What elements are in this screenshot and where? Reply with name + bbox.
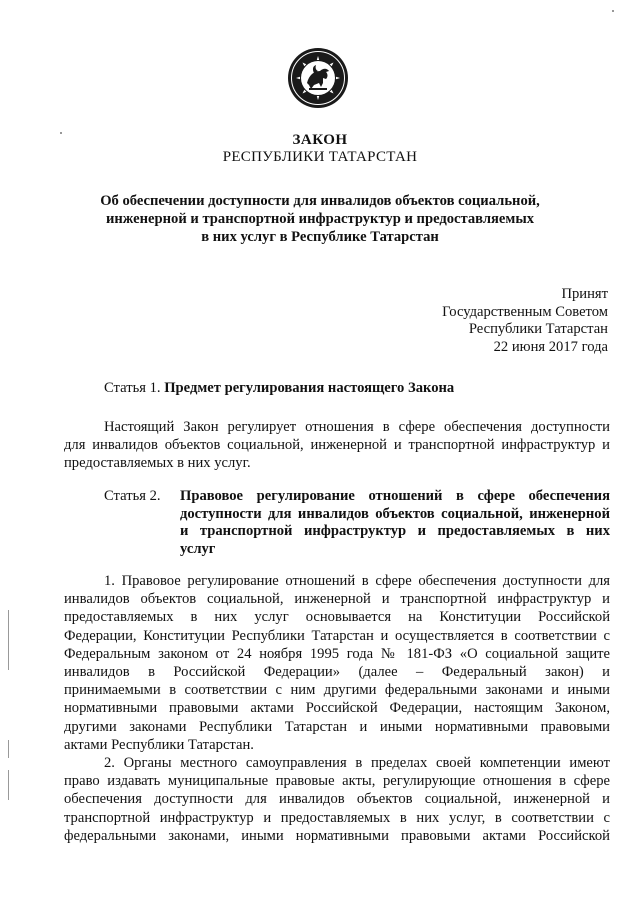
text-line: Федеральным законом от 24 ноября 1995 года № 181-ФЗ «О социальной защите (64, 645, 610, 662)
adoption-date: 22 июня 2017 года (493, 338, 608, 355)
article-2-title (180, 488, 610, 558)
text-line: другими законами Республики Татарстан и иными нормативными правовыми (64, 718, 610, 735)
article-2-title-line: Правовое регулирование отношений в сфере обеспечения (180, 488, 610, 504)
text-line: 2. Органы местного самоуправления в пределах своей компетенции имеют (104, 755, 610, 771)
text-line: 1. Правовое регулирование отношений в сфере обеспечения доступности для (104, 573, 610, 589)
article-2-title-line: и транспортной инфраструктур и предоставляемых в них (180, 523, 610, 540)
tatarstan-coat-of-arms-icon (287, 47, 349, 109)
article-2-title-line: услуг (180, 540, 216, 557)
text-line: нормативными правовыми актами Российской Федерации, настоящим Законом, (64, 700, 610, 717)
document-title-line: инженерной и транспортной инфраструктур и предоставляемых (105, 211, 535, 227)
adoption-line: Республики Татарстан (468, 321, 608, 337)
article-2-paragraph-1 (64, 572, 610, 754)
scan-margin-mark (8, 770, 9, 800)
scan-margin-mark (8, 740, 9, 758)
text-line: инвалидов объектов социальной, инженерной и транспортной инфраструктур и (64, 591, 610, 608)
text-line: Настоящий Закон регулирует отношения в сфере обеспечения доступности (104, 419, 610, 435)
article-2-title-line: доступности для инвалидов объектов социальной, инженерной (180, 505, 610, 522)
scan-dot (60, 132, 62, 134)
document-title (95, 192, 545, 246)
text-line: для инвалидов объектов социальной, инженерной и транспортной инфраструктур и (64, 437, 610, 454)
article-1-heading (104, 380, 454, 397)
scan-dot (612, 10, 614, 12)
text-line: предоставляемых в них услуг основывается на Конституции Российской (64, 609, 610, 626)
document-title-line: в них услуг в Республике Татарстан (201, 229, 439, 245)
text-line: Федерации, Конституции Республики Татарстан и осуществляется в соответствии с (64, 627, 610, 644)
text-line: обеспечения доступности для инвалидов объектов социальной, инженерной и (64, 791, 610, 808)
adoption-block (442, 286, 608, 356)
text-line: актами Республики Татарстан. (64, 736, 254, 753)
text-line: право издавать муниципальные правовые акты, регулирующие отношения в сфере (64, 773, 610, 790)
text-line: федеральными законами, иными нормативными правовыми актами Российской (64, 827, 610, 844)
article-1-label: Статья 1. (104, 380, 161, 396)
text-line: принимаемыми в соответствии с ним другими федеральными законами и иными (64, 682, 610, 699)
article-2-paragraph-2 (64, 754, 610, 845)
republic-heading: РЕСПУБЛИКИ ТАТАРСТАН (222, 149, 418, 165)
law-heading: ЗАКОН (292, 132, 348, 148)
article-1-text (64, 418, 610, 473)
document-title-line: Об обеспечении доступности для инвалидов объектов социальной, (100, 193, 540, 209)
scan-margin-mark (8, 610, 9, 670)
article-2-label: Статья 2. (104, 488, 161, 504)
text-line: предоставляемых в них услуг. (64, 455, 251, 472)
text-line: инвалидов в Российской Федерации» (далее – Федеральный закон) и (64, 663, 610, 680)
adoption-line: Государственным Советом (442, 303, 608, 320)
article-1-title: Предмет регулирования настоящего Закона (164, 380, 455, 396)
text-line: транспортной инфраструктур и предоставляемых в них услуг, в соответствии с (64, 809, 610, 826)
adoption-line: Принят (561, 286, 608, 302)
